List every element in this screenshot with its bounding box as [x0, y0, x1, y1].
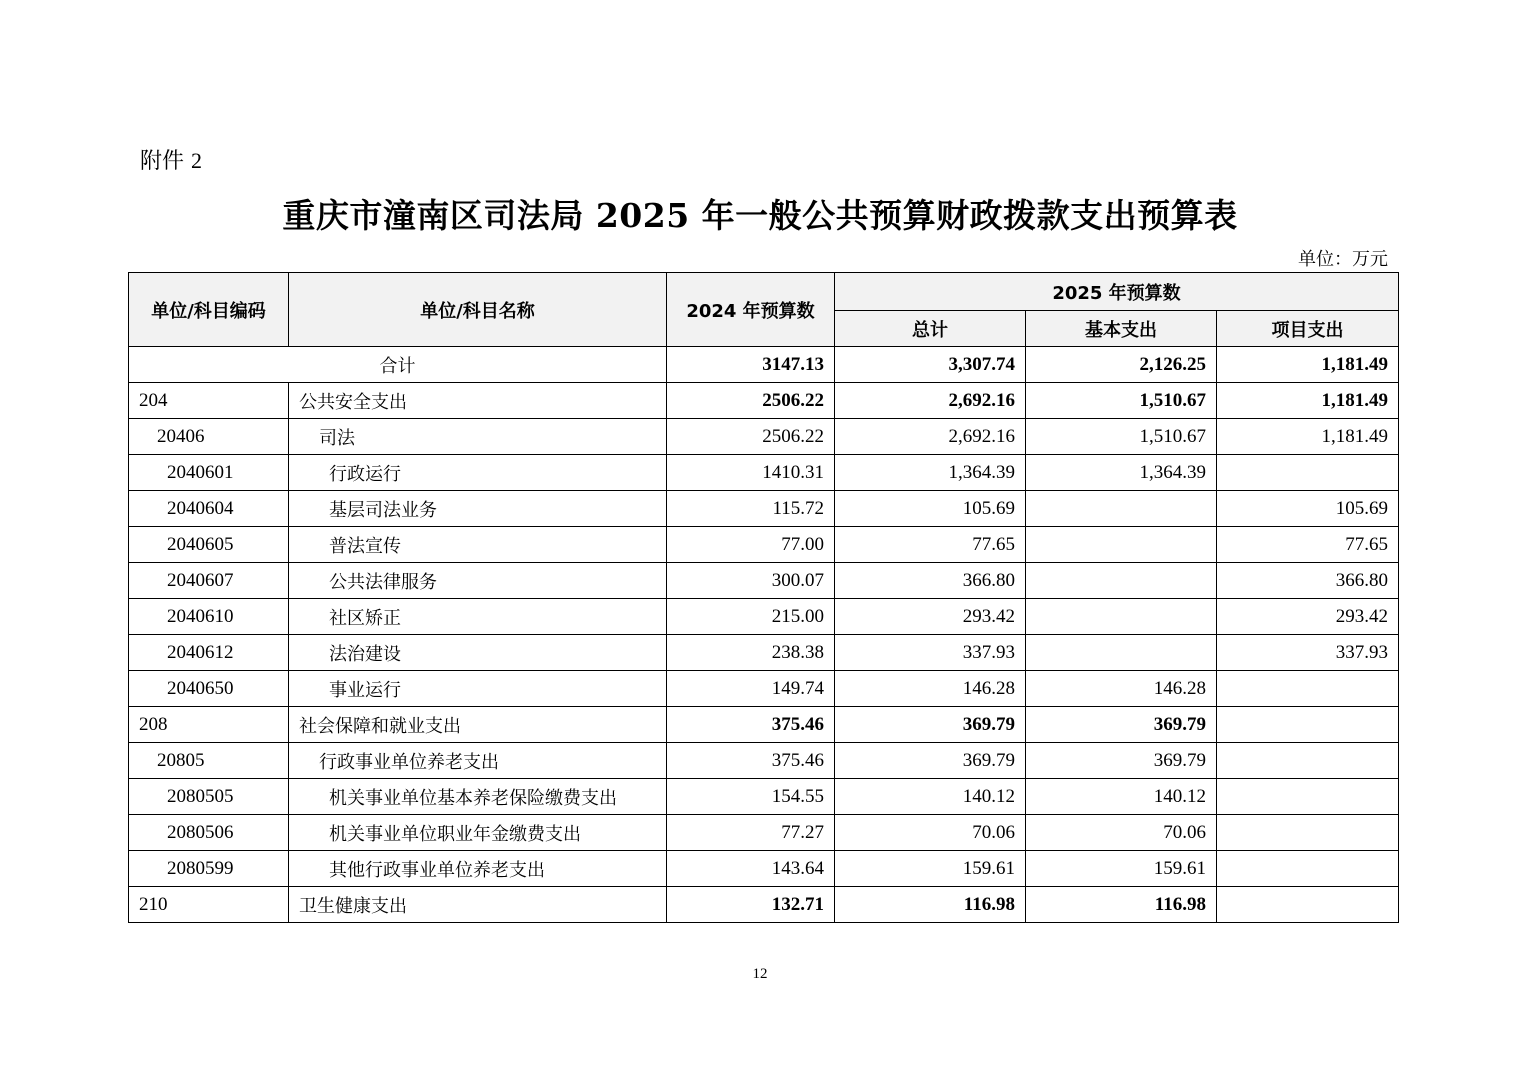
row-total: 77.65: [835, 527, 1026, 563]
row-project: 105.69: [1217, 491, 1399, 527]
row-project: [1217, 743, 1399, 779]
row-project: [1217, 851, 1399, 887]
row-total: 2,692.16: [835, 383, 1026, 419]
row-total: 293.42: [835, 599, 1026, 635]
row-total: 159.61: [835, 851, 1026, 887]
table-row: [129, 743, 1399, 779]
row-name: 基层司法业务: [289, 491, 667, 527]
row-basic: 116.98: [1026, 887, 1217, 923]
table-row: [129, 707, 1399, 743]
row-total: 366.80: [835, 563, 1026, 599]
row-name: 行政运行: [289, 455, 667, 491]
row-basic: [1026, 599, 1217, 635]
row-basic: 70.06: [1026, 815, 1217, 851]
row-total: 116.98: [835, 887, 1026, 923]
row-name: 社会保障和就业支出: [289, 707, 667, 743]
row-name: 普法宣传: [289, 527, 667, 563]
header-name: 单位/科目名称: [289, 273, 667, 347]
table-row: [129, 779, 1399, 815]
row-name: 公共安全支出: [289, 383, 667, 419]
row-project: 366.80: [1217, 563, 1399, 599]
row-code: 208: [129, 707, 289, 743]
row-basic: [1026, 527, 1217, 563]
row-project: 337.93: [1217, 635, 1399, 671]
row-name: 行政事业单位养老支出: [289, 743, 667, 779]
table-row: [129, 383, 1399, 419]
header-prev-budget: 2024 年预算数: [667, 273, 835, 347]
attachment-label-text: 附件: [140, 149, 185, 174]
row-prev-budget: 115.72: [667, 491, 835, 527]
row-code: 2040607: [129, 563, 289, 599]
row-total: 70.06: [835, 815, 1026, 851]
row-code: 2080599: [129, 851, 289, 887]
header-project: 项目支出: [1217, 311, 1399, 347]
row-name: 司法: [289, 419, 667, 455]
row-basic: 1,510.67: [1026, 383, 1217, 419]
table-row: [129, 563, 1399, 599]
row-basic: 140.12: [1026, 779, 1217, 815]
row-basic: 369.79: [1026, 707, 1217, 743]
row-total: 105.69: [835, 491, 1026, 527]
row-project: [1217, 671, 1399, 707]
row-prev-budget: 77.27: [667, 815, 835, 851]
row-code: 2040605: [129, 527, 289, 563]
row-code: 204: [129, 383, 289, 419]
header-total: 总计: [835, 311, 1026, 347]
total-row: [129, 347, 1399, 383]
row-basic: 159.61: [1026, 851, 1217, 887]
table-row: [129, 491, 1399, 527]
table-row: [129, 671, 1399, 707]
total-row-basic: 2,126.25: [1026, 347, 1217, 383]
row-total: 369.79: [835, 743, 1026, 779]
row-prev-budget: 2506.22: [667, 419, 835, 455]
header-cur-budget: 2025 年预算数: [835, 273, 1399, 311]
row-prev-budget: 300.07: [667, 563, 835, 599]
unit-label: 单位：万元: [1298, 249, 1388, 270]
row-basic: 369.79: [1026, 743, 1217, 779]
row-project: [1217, 815, 1399, 851]
table-row: [129, 455, 1399, 491]
row-prev-budget: 132.71: [667, 887, 835, 923]
row-name: 公共法律服务: [289, 563, 667, 599]
table-row: [129, 599, 1399, 635]
row-total: 1,364.39: [835, 455, 1026, 491]
row-code: 2040650: [129, 671, 289, 707]
table-header: [129, 273, 1399, 347]
row-prev-budget: 2506.22: [667, 383, 835, 419]
row-project: 1,181.49: [1217, 383, 1399, 419]
row-code: 2040604: [129, 491, 289, 527]
row-project: [1217, 707, 1399, 743]
row-name: 卫生健康支出: [289, 887, 667, 923]
row-name: 机关事业单位基本养老保险缴费支出: [289, 779, 667, 815]
row-total: 2,692.16: [835, 419, 1026, 455]
row-project: 77.65: [1217, 527, 1399, 563]
row-total: 337.93: [835, 635, 1026, 671]
header-basic: 基本支出: [1026, 311, 1217, 347]
row-code: 2040610: [129, 599, 289, 635]
row-prev-budget: 154.55: [667, 779, 835, 815]
row-code: 20805: [129, 743, 289, 779]
row-total: 146.28: [835, 671, 1026, 707]
row-prev-budget: 77.00: [667, 527, 835, 563]
row-basic: [1026, 491, 1217, 527]
row-code: 210: [129, 887, 289, 923]
table-row: [129, 815, 1399, 851]
row-basic: [1026, 563, 1217, 599]
row-prev-budget: 375.46: [667, 743, 835, 779]
row-name: 社区矫正: [289, 599, 667, 635]
table-row: [129, 851, 1399, 887]
row-name: 事业运行: [289, 671, 667, 707]
row-prev-budget: 143.64: [667, 851, 835, 887]
row-prev-budget: 149.74: [667, 671, 835, 707]
table-row: [129, 887, 1399, 923]
row-name: 机关事业单位职业年金缴费支出: [289, 815, 667, 851]
page-number: 12: [752, 966, 768, 982]
table-row: [129, 635, 1399, 671]
row-code: 2080506: [129, 815, 289, 851]
total-row-label: 合计: [129, 347, 667, 383]
total-row-total: 3,307.74: [835, 347, 1026, 383]
row-prev-budget: 375.46: [667, 707, 835, 743]
row-code: 20406: [129, 419, 289, 455]
row-prev-budget: 238.38: [667, 635, 835, 671]
header-code: 单位/科目编码: [129, 273, 289, 347]
row-total: 140.12: [835, 779, 1026, 815]
table-row: [129, 527, 1399, 563]
total-row-project: 1,181.49: [1217, 347, 1399, 383]
row-basic: [1026, 635, 1217, 671]
row-project: 1,181.49: [1217, 419, 1399, 455]
row-project: [1217, 779, 1399, 815]
row-prev-budget: 215.00: [667, 599, 835, 635]
attachment-number: 2: [191, 148, 203, 173]
row-code: 2040612: [129, 635, 289, 671]
row-project: [1217, 887, 1399, 923]
row-name: 法治建设: [289, 635, 667, 671]
budget-table: [128, 272, 1399, 923]
row-project: 293.42: [1217, 599, 1399, 635]
row-basic: 146.28: [1026, 671, 1217, 707]
row-project: [1217, 455, 1399, 491]
row-prev-budget: 1410.31: [667, 455, 835, 491]
row-code: 2080505: [129, 779, 289, 815]
attachment-label: [140, 144, 212, 175]
row-name: 其他行政事业单位养老支出: [289, 851, 667, 887]
row-code: 2040601: [129, 455, 289, 491]
table-row: [129, 419, 1399, 455]
table-body: [129, 347, 1399, 923]
total-row-prev: 3147.13: [667, 347, 835, 383]
row-total: 369.79: [835, 707, 1026, 743]
page-title: 重庆市潼南区司法局 2025 年一般公共预算财政拨款支出预算表: [282, 196, 1238, 235]
row-basic: 1,364.39: [1026, 455, 1217, 491]
row-basic: 1,510.67: [1026, 419, 1217, 455]
